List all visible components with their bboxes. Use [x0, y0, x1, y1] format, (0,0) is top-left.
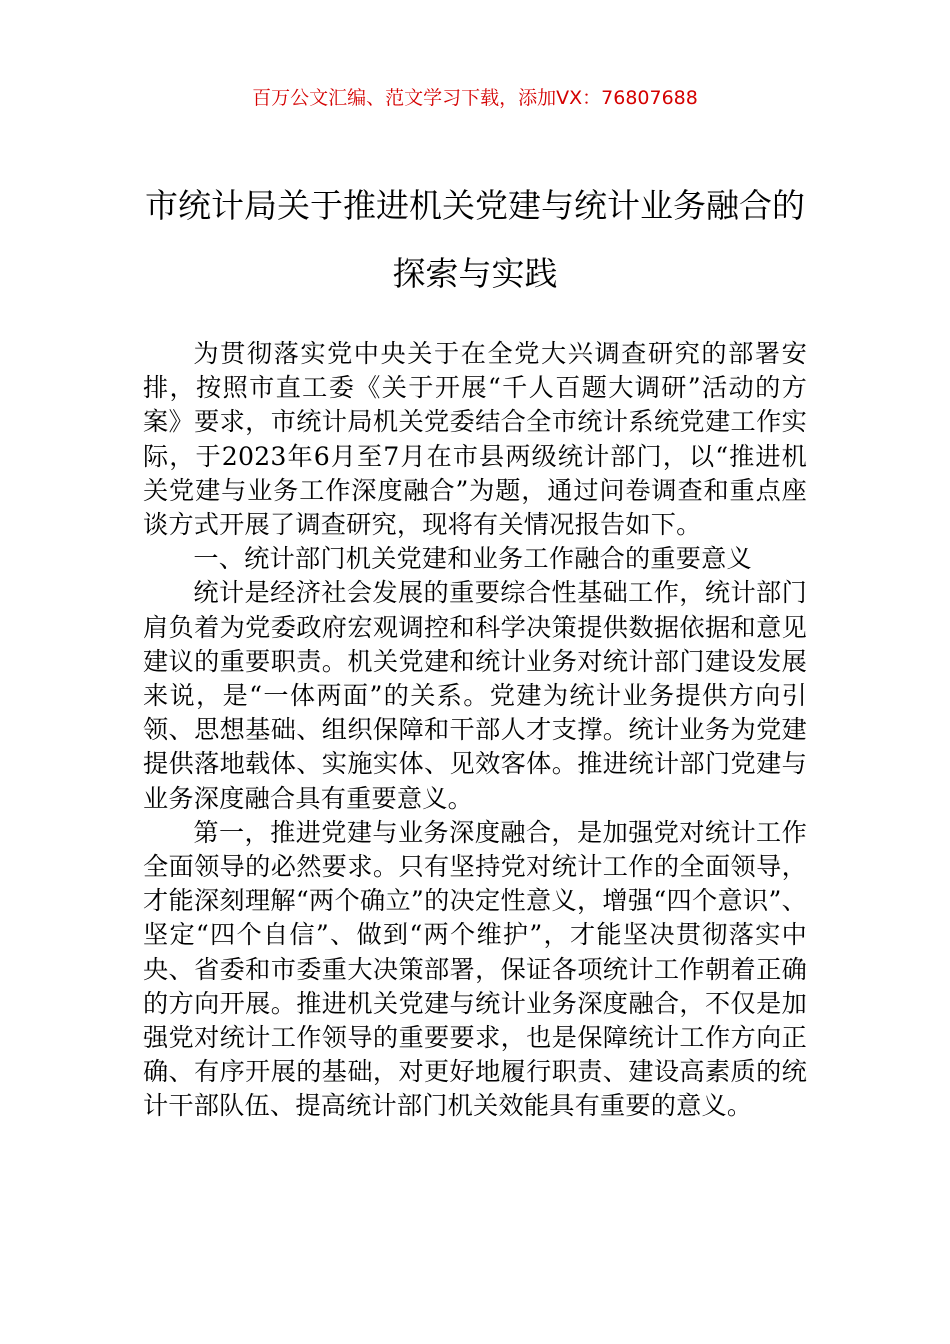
- paragraph-intro: 为贯彻落实党中央关于在全党大兴调查研究的部署安排，按照市直工委《关于开展“千人百题大调研”活动的方案》要求，市统计局机关党委结合全市统计系统党建工作实际，于2023年6月至7月在市县两级统计部门，以“推进机关党建与业务工作深度融合”为题，通过问卷调查和重点座谈方式开展了调查研究，现将有关情况报告如下。: [143, 339, 807, 540]
- paragraph-first-point: 第一，推进党建与业务深度融合，是加强党对统计工作全面领导的必然要求。只有坚持党对统计工作的全面领导，才能深刻理解“两个确立”的决定性意义，增强“四个意识”、坚定“四个自信”、做到“两个维护”，才能坚决贯彻落实中央、省委和市委重大决策部署，保证各项统计工作朝着正确的方向开展。推进机关党建与统计业务深度融合，不仅是加强党对统计工作领导的重要要求，也是保障统计工作方向正确、有序开展的基础，对更好地履行职责、建设高素质的统计干部队伍、提高统计部门机关效能具有重要的意义。: [143, 817, 807, 1121]
- document-body: [143, 337, 807, 1124]
- paragraph-significance: 统计是经济社会发展的重要综合性基础工作，统计部门肩负着为党委政府宏观调控和科学决策提供数据依据和意见建议的重要职责。机关党建和统计业务对统计部门建设发展来说，是“一体两面”的关系。党建为统计业务提供方向引领、思想基础、组织保障和干部人才支撑。统计业务为党建提供落地载体、实施实体、见效客体。推进统计部门党建与业务深度融合具有重要意义。: [143, 578, 808, 813]
- document-title: 市统计局关于推进机关党建与统计业务融合的探索与实践: [145, 186, 805, 293]
- watermark-text: 百万公文汇编、范文学习下载，添加VX：76807688: [252, 87, 698, 109]
- section-heading-1: 一、统计部门机关党建和业务工作融合的重要意义: [193, 544, 752, 574]
